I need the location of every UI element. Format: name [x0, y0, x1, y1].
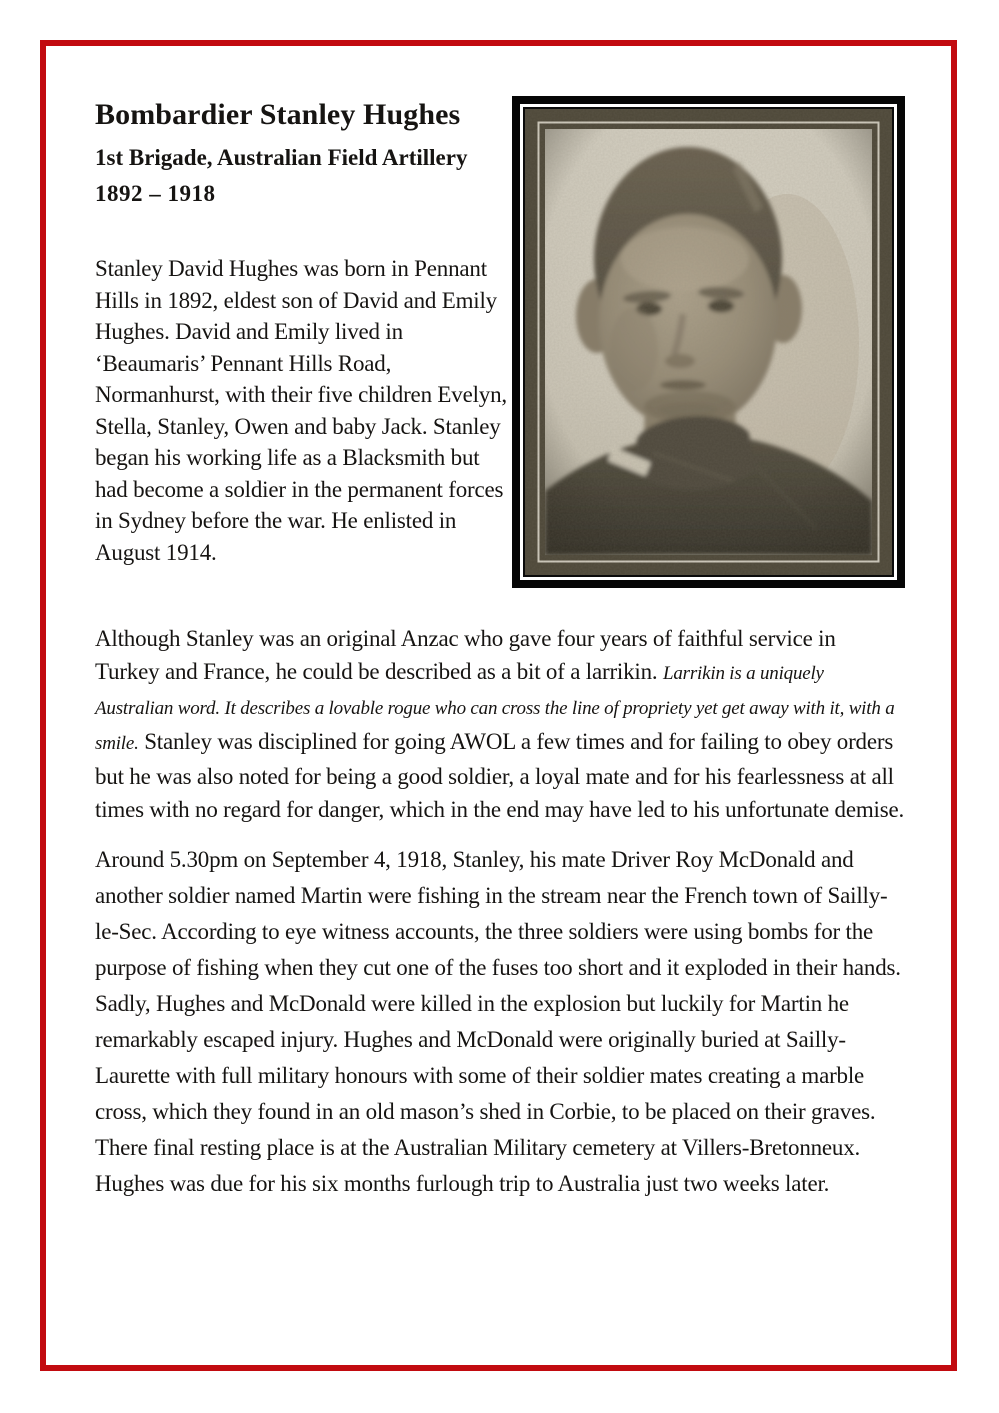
- life-dates: 1892 – 1918: [95, 181, 216, 207]
- paragraph-death-and-burial: Around 5.30pm on September 4, 1918, Stanley, his mate Driver Roy McDonald and another soldier named Martin were fishing in the stream near the French town of Sailly-le-Sec. According to eye witness accounts, the three soldiers were using bombs for the purpose of fishing when they cut one of the fuses too short and it exploded in their hands. Sadly, Hughes and McDonald were killed in the explosion but luckily for Martin he remarkably escaped injury. Hughes and McDonald were originally buried at Sailly-Laurette with full military honours with some of their soldier mates creating a marble cross, which they found in an old mason’s shed in Corbie, to be placed on their graves. There final resting place is at the Australian Military cemetery at Villers-Bretonneux. Hughes was due for his six months furlough trip to Australia just two weeks later.: [95, 847, 901, 1196]
- paragraph-larrikin-text-end: Stanley was disciplined for going AWOL a few times and for failing to obey orders but he was also noted for being a good soldier, a loyal mate and for his fearlessness at all times with no regard for danger, which in the end may have led to his unfortunate demise.: [95, 729, 905, 822]
- document-header: [95, 96, 512, 213]
- portrait-photo-frame: [512, 96, 905, 588]
- unit-subtitle: 1st Brigade, Australian Field Artillery: [95, 144, 468, 170]
- header-column: [95, 96, 512, 568]
- paragraph-larrikin-text-start: Although Stanley was an original Anzac who gave four years of faithful service in Turkey and France, he could be described as a bit of a larrikin.: [95, 626, 836, 684]
- paragraph-larrikin: [95, 622, 905, 826]
- header-sub-block: [95, 140, 512, 214]
- header-and-photo-row: [95, 96, 905, 588]
- soldier-portrait-image: [525, 109, 892, 575]
- red-border-frame: [40, 40, 957, 1371]
- document-content: [46, 46, 951, 1365]
- paragraph-early-life: Stanley David Hughes was born in Pennant Hills in 1892, eldest son of David and Emily Hughes. David and Emily lived in ‘Beaumaris’ Pennant Hills Road, Normanhurst, with their five children Evelyn, Stella, Stanley, Owen and baby Jack. Stanley began his working life as a Blacksmith but had become a soldier in the permanent forces in Sydney before the war. He enlisted in August 1914.: [95, 256, 507, 565]
- larrikin-definition-note: Larrikin is a uniquely Australian word. It describes a lovable rogue who can cross the line of propriety yet get away with it, with a smile.: [95, 663, 895, 754]
- page-title: Bombardier Stanley Hughes: [95, 98, 461, 131]
- photo-grain-overlay: [525, 109, 892, 575]
- portrait-photo-inner-border: [523, 107, 894, 577]
